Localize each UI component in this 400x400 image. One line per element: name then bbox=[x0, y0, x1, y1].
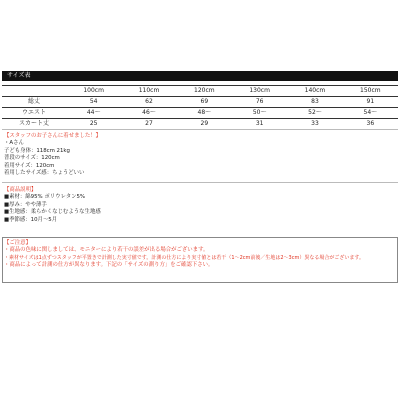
table-cell: 33 bbox=[287, 119, 342, 130]
product-line: ■生地感：柔らかくなじむような生地感 bbox=[4, 209, 101, 216]
table-cell: 44～ bbox=[66, 108, 121, 119]
size-table-row bbox=[2, 119, 398, 130]
notes-line: ・素材サイズは1点ずつスタッフが平置きで計測した実寸値です。計測の仕方により実寸値とは若干（1～2cm前後／生地は2～3cm）異なる場合がございます。 bbox=[4, 254, 364, 261]
size-table-row bbox=[2, 97, 398, 108]
table-cell: 54～ bbox=[343, 108, 398, 119]
notes-section bbox=[4, 240, 364, 270]
staff-line: 子ども身体：118cm 21kg bbox=[4, 147, 70, 154]
size-column-header: 140cm bbox=[287, 86, 342, 97]
row-label: 総丈 bbox=[2, 97, 66, 108]
size-table-title: サイズ表 bbox=[2, 71, 398, 81]
product-section bbox=[4, 187, 101, 224]
table-cell: 36 bbox=[343, 119, 398, 130]
product-line: ■季節感：10月～5月 bbox=[4, 216, 58, 223]
table-cell: 54 bbox=[66, 97, 121, 108]
table-cell: 69 bbox=[177, 97, 232, 108]
staff-heading: 【スタッフのお子さんに着せました！】 bbox=[4, 133, 102, 139]
table-cell: 29 bbox=[177, 119, 232, 130]
size-table bbox=[2, 85, 398, 130]
table-cell: 46～ bbox=[121, 108, 176, 119]
staff-section bbox=[4, 133, 101, 177]
product-line: ■厚み：やや薄手 bbox=[4, 201, 47, 208]
staff-line: 着用サイズ：120cm bbox=[4, 162, 55, 169]
row-label: スカート丈 bbox=[2, 119, 66, 130]
table-cell: 52～ bbox=[287, 108, 342, 119]
notes-heading: 【ご注意】 bbox=[4, 240, 31, 246]
size-column-header: 150cm bbox=[343, 86, 398, 97]
table-cell: 83 bbox=[287, 97, 342, 108]
product-line: ■素材：綿95% ポリウレタン5% bbox=[4, 194, 86, 201]
size-column-header: 120cm bbox=[177, 86, 232, 97]
table-cell: 27 bbox=[121, 119, 176, 130]
table-cell: 50～ bbox=[232, 108, 287, 119]
product-heading: 【商品説明】 bbox=[4, 187, 37, 193]
staff-line: 普段のサイズ：120cm bbox=[4, 155, 60, 162]
size-table-header-row bbox=[2, 86, 398, 97]
table-cell: 62 bbox=[121, 97, 176, 108]
size-table-row bbox=[2, 108, 398, 119]
notes-line: ・商品によって計測の仕方が異なります。下記の「サイズの測り方」をご確認下さい。 bbox=[4, 262, 214, 269]
size-column-header: 110cm bbox=[121, 86, 176, 97]
size-column-header: 100cm bbox=[66, 86, 121, 97]
divider bbox=[2, 182, 398, 183]
size-column-header: 130cm bbox=[232, 86, 287, 97]
divider bbox=[2, 129, 398, 130]
table-cell: 31 bbox=[232, 119, 287, 130]
staff-line: 着用したサイズ感：ちょうどいい bbox=[4, 170, 85, 177]
row-label: ウエスト bbox=[2, 108, 66, 119]
table-cell: 25 bbox=[66, 119, 121, 130]
staff-line: ・Aさん bbox=[4, 140, 24, 147]
notes-line: ・商品の色味に関しましては、モニターにより若干の誤差が出る場合がございます。 bbox=[4, 247, 209, 254]
table-cell: 91 bbox=[343, 97, 398, 108]
size-table-corner bbox=[2, 86, 66, 97]
table-cell: 48～ bbox=[177, 108, 232, 119]
table-cell: 76 bbox=[232, 97, 287, 108]
